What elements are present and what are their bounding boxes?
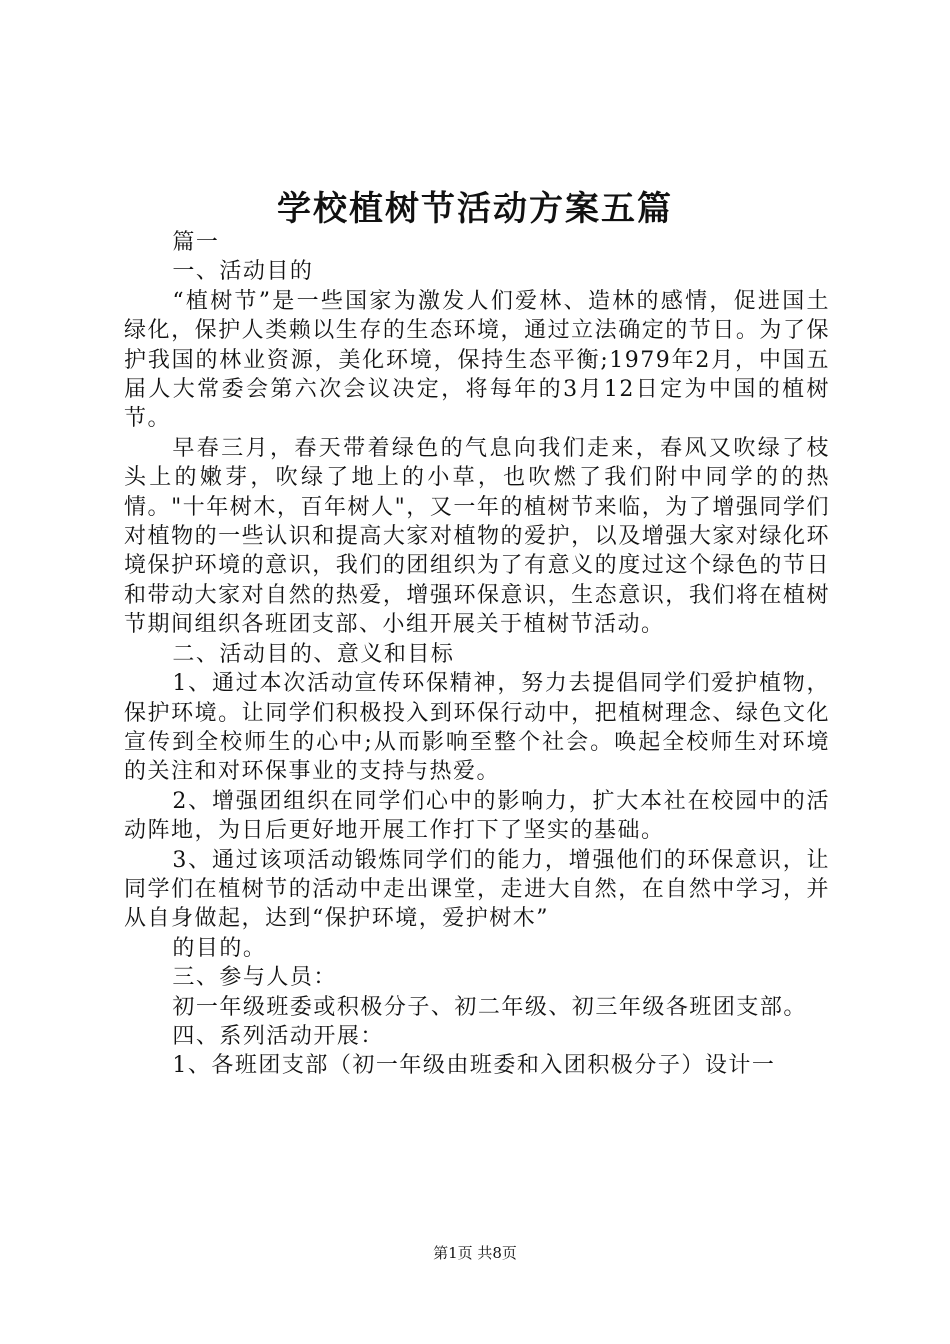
body-paragraph: 初一年级班委或积极分子、初二年级、初三年级各班团支部。: [172, 994, 807, 1020]
section-heading: 篇一: [172, 230, 220, 255]
document-body: [124, 228, 830, 1081]
page-number-footer: 第1页 共8页: [433, 1244, 517, 1262]
body-paragraph: 3、通过该项活动锻炼同学们的能力，增强他们的环保意识，让同学们在植树节的活动中走出课堂，走进大自然，在自然中学习，并从自身做起，达到“保护环境，爱护树木”: [124, 847, 830, 932]
section-heading: 二、活动目的、意义和目标: [172, 641, 455, 667]
body-paragraph: 1、通过本次活动宣传环保精神，努力去提倡同学们爱护植物，保护环境。让同学们积极投入到环保行动中，把植树理念、绿色文化宣传到全校师生的心中;从而影响至整个社会。唤起全校师生对环境的关注和对环保事业的支持与热爱。: [124, 671, 830, 785]
document-title: 学校植树节活动方案五篇: [277, 189, 673, 229]
body-paragraph: 2、增强团组织在同学们心中的影响力，扩大本社在校园中的活动阵地，为日后更好地开展工作打下了坚实的基础。: [124, 788, 830, 844]
section-heading: 一、活动目的: [172, 259, 314, 285]
body-paragraph: “植树节”是一些国家为激发人们爱林、造林的感情，促进国土绿化，保护人类赖以生存的生态环境，通过立法确定的节日。为了保护我国的林业资源，美化环境，保持生态平衡;1979年2月，中国五届人大常委会第六次会议决定，将每年的3月12日定为中国的植树节。: [124, 288, 830, 432]
body-paragraph: 的目的。: [172, 935, 267, 961]
body-paragraph: 1、各班团支部（初一年级由班委和入团积极分子）设计一: [172, 1053, 776, 1079]
section-heading: 三、参与人员：: [172, 965, 337, 991]
body-paragraph: 早春三月，春天带着绿色的气息向我们走来，春风又吹绿了枝头上的嫩芽，吹绿了地上的小草，也吹燃了我们附中同学的的热情。"十年树木，百年树人"，又一年的植树节来临，为了增强同学们对植物的一些认识和提高大家对植物的爱护，以及增强大家对绿化环境保护环境的意识，我们的团组织为了有意义的度过这个绿色的节日和带动大家对自然的热爱，增强环保意识，生态意识，我们将在植树节期间组织各班团支部、小组开展关于植树节活动。: [124, 435, 830, 638]
section-heading: 四、系列活动开展：: [172, 1023, 384, 1049]
